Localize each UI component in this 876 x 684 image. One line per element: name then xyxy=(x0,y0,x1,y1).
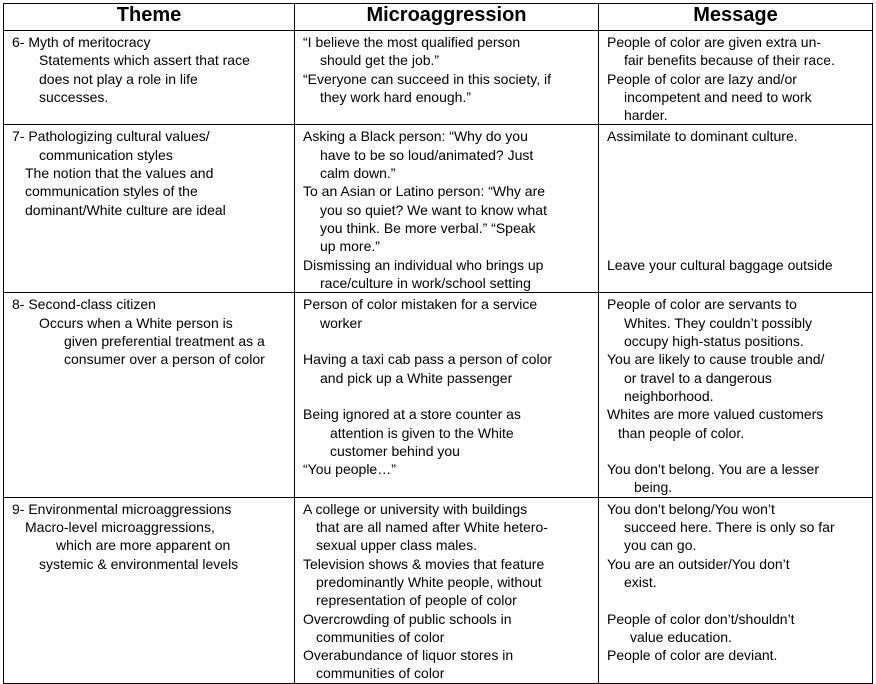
message-text: People of color are lazy and/or xyxy=(607,70,797,87)
theme-description: Macro-level microaggressions, xyxy=(25,519,215,536)
microaggression-text: you so quiet? We want to know what xyxy=(320,201,547,218)
microaggression-cell xyxy=(295,293,599,497)
message-text: Whites are more valued customers xyxy=(607,406,824,423)
theme-cell xyxy=(4,497,295,683)
theme-description: systemic & environmental levels xyxy=(39,555,239,572)
microaggression-text: Asking a Black person: “Why do you xyxy=(303,128,528,145)
microaggression-text: up more.” xyxy=(320,238,380,255)
theme-title: communication styles xyxy=(39,146,173,163)
table-row xyxy=(4,31,873,125)
message-text: neighborhood. xyxy=(624,387,714,404)
theme-description: consumer over a person of color xyxy=(64,351,265,368)
theme-cell xyxy=(4,31,295,125)
message-text: People of color are deviant. xyxy=(607,647,778,664)
message-text: People of color are servants to xyxy=(607,296,797,313)
message-cell xyxy=(599,293,873,497)
microaggression-text: Overabundance of liquor stores in xyxy=(303,647,514,664)
theme-title: 6- Myth of meritocracy xyxy=(12,34,151,50)
message-text: You are an outsider/You don’t xyxy=(607,555,790,572)
theme-description: does not play a role in life xyxy=(39,70,198,87)
microaggression-text: Being ignored at a store counter as xyxy=(303,406,521,423)
theme-description: Occurs when a White person is xyxy=(39,314,233,331)
microaggression-text: you think. Be more verbal.” “Speak xyxy=(320,219,536,236)
theme-cell xyxy=(4,293,295,497)
message-cell xyxy=(599,31,873,125)
message-text: value education. xyxy=(630,628,732,645)
message-text: Assimilate to dominant culture. xyxy=(607,128,798,145)
microaggression-text: “You people…” xyxy=(303,461,396,478)
microaggression-text: To an Asian or Latino person: “Why are xyxy=(303,183,546,200)
microaggression-cell xyxy=(295,31,599,125)
microaggression-text: attention is given to the White xyxy=(330,424,514,441)
microaggression-text: Dismissing an individual who brings up xyxy=(303,256,544,273)
message-cell xyxy=(599,125,873,293)
microaggression-text: should get the job.” xyxy=(320,52,440,69)
microaggression-cell xyxy=(295,125,599,293)
microaggression-text: “I believe the most qualified person xyxy=(303,34,521,50)
microaggression-cell xyxy=(295,497,599,683)
microaggression-text: communities of color xyxy=(316,665,445,682)
message-text: You are likely to cause trouble and/ xyxy=(607,351,825,368)
header-microaggression: Microaggression xyxy=(295,4,599,31)
message-text: People of color are given extra un- xyxy=(607,34,822,50)
theme-description: given preferential treatment as a xyxy=(64,333,265,350)
message-text: or travel to a dangerous xyxy=(624,369,772,386)
microaggression-text: Television shows & movies that feature xyxy=(303,555,545,572)
microaggression-text: customer behind you xyxy=(330,442,460,459)
microaggression-text: A college or university with buildings xyxy=(303,500,528,517)
message-text: harder. xyxy=(624,107,668,124)
header-theme: Theme xyxy=(4,4,295,31)
microaggression-text: have to be so loud/animated? Just xyxy=(320,146,534,163)
message-text: People of color don’t/shouldn’t xyxy=(607,610,795,627)
microaggression-text: sexual upper class males. xyxy=(316,537,478,554)
microaggression-text: Person of color mistaken for a service xyxy=(303,296,538,313)
theme-cell xyxy=(4,125,295,293)
theme-title: 7- Pathologizing cultural values/ xyxy=(12,128,210,145)
message-text: You don’t belong. You are a lesser xyxy=(607,461,819,478)
microaggression-text: Overcrowding of public schools in xyxy=(303,610,512,627)
message-text: Leave your cultural baggage outside xyxy=(607,256,833,273)
microaggression-text: “Everyone can succeed in this society, if xyxy=(303,70,551,87)
theme-description: The notion that the values and xyxy=(25,165,214,182)
microaggression-text: that are all named after White hetero- xyxy=(316,519,548,536)
theme-description: dominant/White culture are ideal xyxy=(25,201,226,218)
message-text: fair benefits because of their race. xyxy=(624,52,835,69)
message-cell xyxy=(599,497,873,683)
theme-title: 9- Environmental microaggressions xyxy=(12,500,232,517)
microaggression-text: representation of people of color xyxy=(316,592,517,609)
message-text: being. xyxy=(634,479,673,496)
microaggression-text: Having a taxi cab pass a person of color xyxy=(303,351,553,368)
theme-description: which are more apparent on xyxy=(56,537,231,554)
microaggression-text: and pick up a White passenger xyxy=(320,369,513,386)
message-text: incompetent and need to work xyxy=(624,88,812,105)
microaggressions-table xyxy=(3,3,873,684)
table-row xyxy=(4,497,873,683)
theme-description: Statements which assert that race xyxy=(39,52,250,69)
theme-title: 8- Second-class citizen xyxy=(12,296,156,313)
message-text: you can go. xyxy=(624,537,697,554)
header-message: Message xyxy=(599,4,873,31)
theme-description: successes. xyxy=(39,88,109,105)
header-row xyxy=(4,4,873,31)
message-text: exist. xyxy=(624,573,657,590)
message-text: occupy high-status positions. xyxy=(624,333,804,350)
microaggression-text: predominantly White people, without xyxy=(316,573,542,590)
microaggression-text: worker xyxy=(320,314,363,331)
table-row xyxy=(4,293,873,497)
message-text: succeed here. There is only so far xyxy=(624,519,835,536)
message-text: Whites. They couldn’t possibly xyxy=(624,314,813,331)
microaggression-text: race/culture in work/school setting xyxy=(320,274,531,291)
message-text: than people of color. xyxy=(618,424,745,441)
table-row xyxy=(4,125,873,293)
microaggression-text: they work hard enough.” xyxy=(320,88,471,105)
message-text: You don’t belong/You won’t xyxy=(607,500,775,517)
microaggression-text: calm down.” xyxy=(320,165,396,182)
theme-description: communication styles of the xyxy=(25,183,198,200)
microaggression-text: communities of color xyxy=(316,628,445,645)
